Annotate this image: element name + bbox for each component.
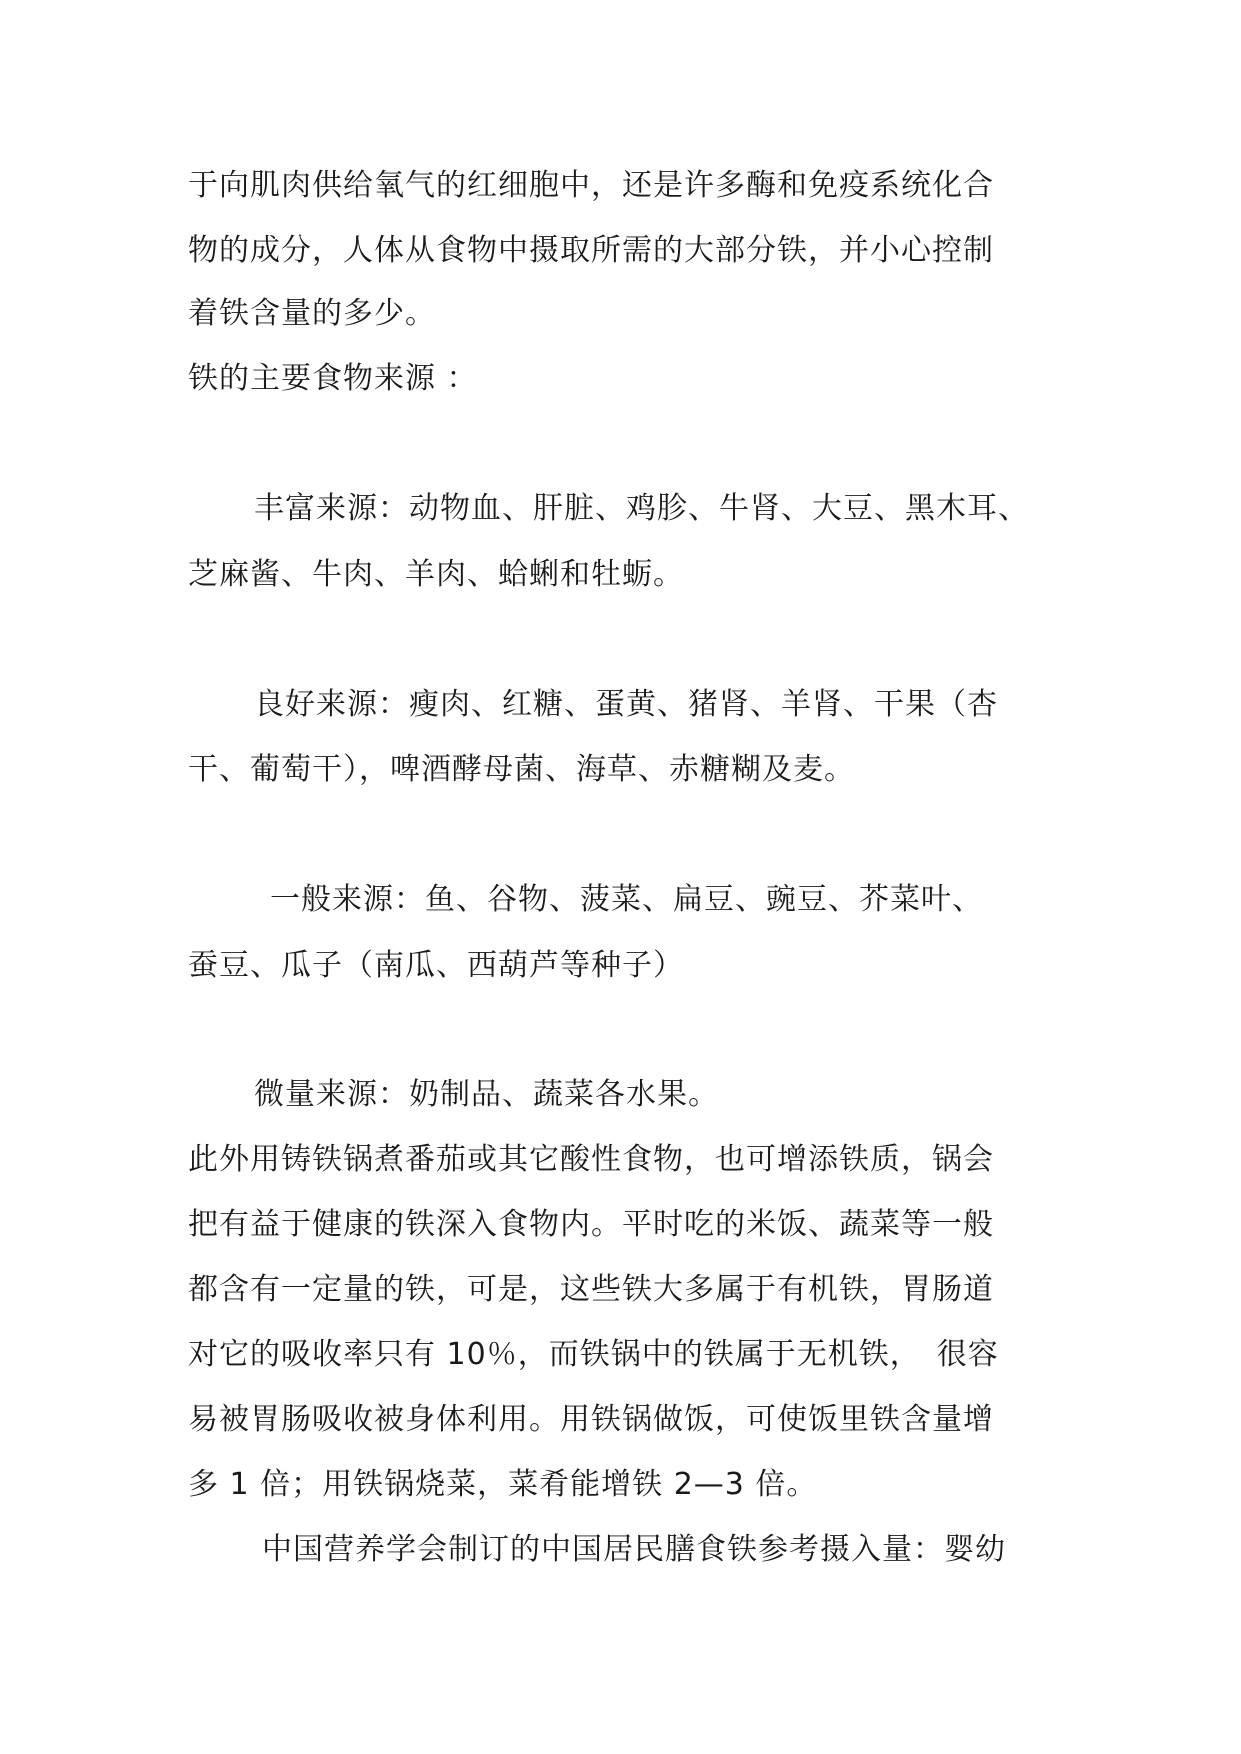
paragraph-line: 微量来源：奶制品、蔬菜各水果。: [254, 1077, 719, 1112]
paragraph-line: 都含有一定量的铁，可是，这些铁大多属于有机铁，胃肠道: [188, 1272, 994, 1307]
paragraph-line: 于向肌肉供给氧气的红细胞中，还是许多酶和免疫系统化合: [188, 168, 994, 203]
paragraph-line: 把有益于健康的铁深入食物内。平时吃的米饭、蔬菜等一般: [188, 1207, 994, 1242]
paragraph-line: 芝麻酱、牛肉、羊肉、蛤蜊和牡蛎。: [188, 557, 684, 592]
paragraph-line: 易被胃肠吸收被身体利用。用铁锅做饭，可使饭里铁含量增: [188, 1402, 994, 1437]
paragraph-line: 良好来源：瘦肉、红糖、蛋黄、猪肾、羊肾、干果（杏: [254, 687, 998, 722]
paragraph-line: 干、葡萄干），啤酒酵母菌、海草、赤糖糊及麦。: [188, 752, 855, 787]
paragraph-line: 蚕豆、瓜子（南瓜、西葫芦等种子）: [188, 948, 684, 983]
paragraph-line: 对它的吸收率只有 10％，而铁锅中的铁属于无机铁， 很容: [188, 1337, 999, 1372]
paragraph-line: 多 1 倍；用铁锅烧菜，菜肴能增铁 2—3 倍。: [188, 1467, 818, 1502]
paragraph-line: 中国营养学会制订的中国居民膳食铁参考摄入量：婴幼: [262, 1532, 1006, 1567]
paragraph-line: 物的成分，人体从食物中摄取所需的大部分铁，并小心控制: [188, 233, 994, 268]
paragraph-line: 着铁含量的多少。: [188, 296, 436, 331]
paragraph-line: 此外用铸铁锅煮番茄或其它酸性食物，也可增添铁质，锅会: [188, 1142, 994, 1177]
paragraph-line: 一般来源：鱼、谷物、菠菜、扁豆、豌豆、芥菜叶、: [270, 882, 983, 917]
section-heading: 铁的主要食物来源 ：: [188, 361, 478, 396]
paragraph-line: 丰富来源：动物血、肝脏、鸡胗、牛肾、大豆、黑木耳、: [254, 491, 1029, 526]
